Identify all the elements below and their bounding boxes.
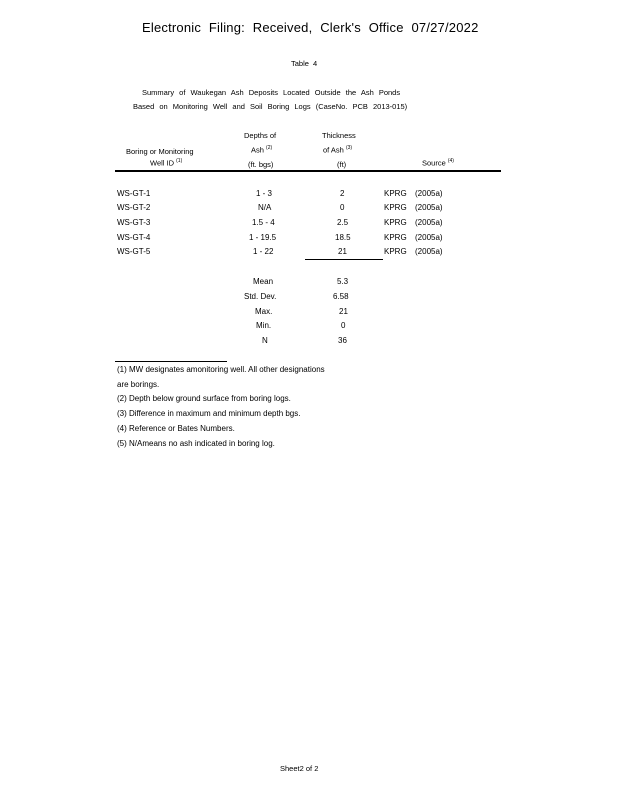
page-footer: Sheet2 of 2 — [280, 764, 319, 773]
stat-label: Mean — [253, 277, 274, 286]
cell-depth: 1 - 3 — [256, 189, 273, 198]
col-header-depth-1: Depths of — [244, 131, 277, 140]
footnote: (3) Difference in maximum and minimum depth bgs. — [117, 409, 301, 418]
col-header-boring-note: (1) — [176, 158, 183, 164]
stat-label: N — [262, 336, 268, 345]
stat-row — [0, 321, 618, 335]
cell-thickness: 2.5 — [337, 218, 349, 227]
stat-row — [0, 307, 618, 321]
stat-row — [0, 336, 618, 350]
stat-value: 5.3 — [337, 277, 349, 286]
cell-depth: 1 - 19.5 — [249, 233, 277, 242]
footnote: are borings. — [117, 380, 160, 389]
stat-row — [0, 277, 618, 291]
cell-thickness: 18.5 — [335, 233, 351, 242]
col-header-source-text: Source — [422, 158, 446, 168]
cell-source: KPRG — [384, 247, 407, 256]
cell-thickness: 21 — [338, 247, 347, 256]
cell-thickness: 0 — [340, 203, 345, 212]
summary-line-2: Based on Monitoring Well and Soil Boring Logs (CaseNo. PCB 2013-015) — [133, 102, 408, 111]
cell-depth: N/A — [258, 203, 272, 212]
summary-line-1: Summary of Waukegan Ash Deposits Located Outside the Ash Ponds — [142, 88, 401, 97]
col-header-thickness-note: (3) — [345, 145, 353, 151]
col-header-depth-2-text: Ash — [251, 145, 264, 155]
cell-well: WS-GT-3 — [117, 218, 151, 227]
footnote: (1) MW designates amonitoring well. All other designations — [117, 365, 325, 374]
col-header-boring-1: Boring or Monitoring — [126, 147, 194, 156]
stat-value: 0 — [341, 321, 346, 330]
footnote: (2) Depth below ground surface from boring logs. — [117, 394, 291, 403]
thickness-total-rule — [305, 259, 383, 260]
footnote: (5) N/Ameans no ash indicated in boring log. — [117, 439, 275, 448]
cell-well: WS-GT-5 — [117, 247, 151, 256]
footnote-rule — [115, 361, 227, 362]
cell-depth: 1.5 - 4 — [252, 218, 275, 227]
cell-well: WS-GT-1 — [117, 189, 151, 198]
stat-value: 21 — [339, 307, 348, 316]
filing-header: Electronic Filing: Received, Clerk's Office 07/27/2022 — [142, 20, 479, 35]
col-header-depth-2 — [251, 145, 272, 155]
stat-row — [0, 292, 618, 306]
col-header-boring-2-text: Well ID — [150, 158, 175, 168]
col-header-source — [422, 158, 454, 168]
table-row — [0, 203, 618, 217]
col-header-thickness-3: (ft) — [337, 160, 347, 169]
col-header-source-note: (4) — [447, 158, 454, 164]
col-header-boring-2 — [150, 158, 182, 168]
cell-ref: (2005a) — [415, 218, 443, 227]
cell-ref: (2005a) — [415, 247, 443, 256]
header-rule — [115, 170, 501, 172]
table-row — [0, 218, 618, 232]
footnote: (4) Reference or Bates Numbers. — [117, 424, 235, 433]
cell-thickness: 2 — [340, 189, 345, 198]
table-row — [0, 233, 618, 247]
col-header-depth-note: (2) — [266, 145, 273, 151]
stat-label: Std. Dev. — [244, 292, 277, 301]
cell-source: KPRG — [384, 203, 407, 212]
cell-ref: (2005a) — [415, 203, 443, 212]
cell-well: WS-GT-2 — [117, 203, 151, 212]
cell-ref: (2005a) — [415, 189, 443, 198]
stat-label: Max. — [255, 307, 273, 316]
cell-source: KPRG — [384, 218, 407, 227]
cell-depth: 1 - 22 — [253, 247, 274, 256]
cell-well: WS-GT-4 — [117, 233, 151, 242]
cell-ref: (2005a) — [415, 233, 443, 242]
col-header-thickness-2-text: of Ash — [323, 145, 344, 155]
stat-value: 36 — [338, 336, 347, 345]
stat-label: Min. — [256, 321, 272, 330]
cell-source: KPRG — [384, 189, 407, 198]
col-header-depth-3: (ft. bgs) — [248, 160, 274, 169]
table-row — [0, 189, 618, 203]
col-header-thickness-1: Thickness — [322, 131, 356, 140]
cell-source: KPRG — [384, 233, 407, 242]
col-header-thickness-2 — [323, 145, 352, 155]
table-label: Table 4 — [291, 59, 318, 68]
stat-value: 6.58 — [333, 292, 349, 301]
